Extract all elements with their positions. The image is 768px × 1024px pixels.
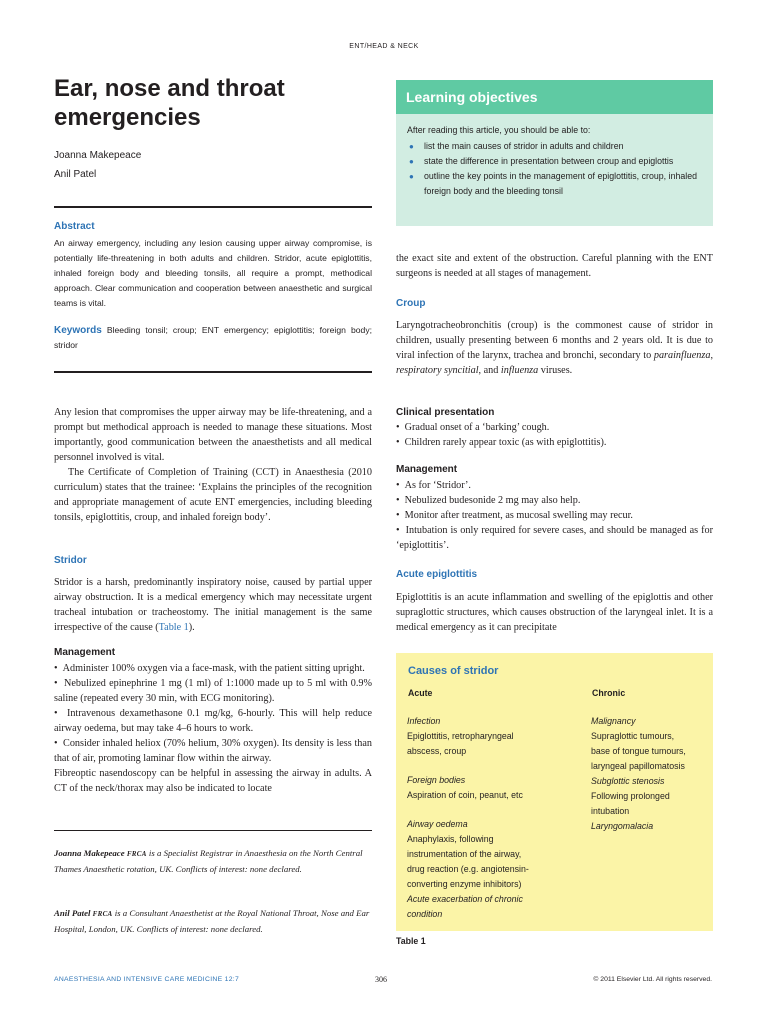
abstract-divider — [54, 371, 372, 373]
cause-detail: converting enzyme inhibitors) — [407, 879, 522, 889]
stridor-heading: Stridor — [54, 555, 87, 566]
croup-text-end: viruses. — [538, 365, 573, 376]
clinical-item: • Gradual onset of a ‘barking’ cough. — [396, 420, 713, 435]
footnote-author-degree: FRCA — [92, 910, 113, 918]
cause-detail: Anaphylaxis, following — [407, 834, 494, 844]
chronic-column — [591, 714, 711, 834]
clinical-item: • Children rarely appear toxic (as with epiglottitis). — [396, 435, 713, 450]
learning-objectives-list — [407, 139, 697, 199]
footnote-author-text: is a Consultant Anaesthetist at the Royal National Throat, Nose and Ear Hospital, London, UK. Conflicts of interest: none declared. — [54, 908, 370, 934]
cause-category: Foreign bodies — [407, 775, 466, 785]
intro-text — [54, 405, 372, 525]
continued-text: the exact site and extent of the obstruction. Careful planning with the ENT surgeons is needed at all stages of management. — [396, 253, 713, 279]
keywords-label: Keywords — [54, 325, 102, 336]
learning-objectives-title: Learning objectives — [406, 89, 538, 105]
learning-objectives-intro: After reading this article, you should be able to: — [407, 125, 591, 135]
cause-detail: Following prolonged — [591, 791, 670, 801]
chronic-column-header: Chronic — [592, 688, 626, 698]
cause-category: Acute exacerbation of chronic — [407, 894, 523, 904]
cause-category: Laryngomalacia — [591, 821, 654, 831]
management-item: • Intravenous dexamethasone 0.1 mg/kg, 6-hourly. This will help reduce airway oedema, but may take 4–6 hours to work. — [54, 706, 372, 736]
journal-citation: ANAESTHESIA AND INTENSIVE CARE MEDICINE 12:7 — [54, 976, 240, 983]
keywords-text: Bleeding tonsil; croup; ENT emergency; epiglottitis; foreign body; stridor — [54, 325, 373, 350]
acute-column-header: Acute — [408, 688, 433, 698]
croup-separator: , — [710, 350, 713, 361]
causes-table-title: Causes of stridor — [408, 665, 499, 677]
acute-column — [407, 714, 585, 922]
section-tag: ENT/HEAD & NECK — [349, 43, 419, 50]
stridor-paragraph — [54, 575, 372, 635]
author-name: Joanna Makepeace — [54, 150, 142, 161]
management-heading: Management — [54, 647, 116, 658]
management-item: • Nebulized epinephrine 1 mg (1 ml) of 1:1000 made up to 5 ml with 0.9% saline (repeated every 30 min, with ECG monitoring). — [54, 676, 372, 706]
epiglottitis-heading: Acute epiglottitis — [396, 569, 478, 580]
virus-name: respiratory syncitial — [396, 365, 479, 376]
author-name: Anil Patel — [54, 169, 97, 180]
page-number: 306 — [375, 975, 387, 984]
objective-item: ● state the difference in presentation between croup and epiglottis — [407, 154, 697, 169]
author-list — [54, 146, 141, 184]
footnote-author-degree: FRCA — [126, 850, 147, 858]
management-list — [54, 661, 372, 796]
abstract-heading: Abstract — [54, 221, 95, 232]
cause-detail: Aspiration of coin, peanut, etc — [407, 790, 523, 800]
cause-detail: base of tongue tumours, — [591, 746, 686, 756]
intro-paragraph-1: Any lesion that compromises the upper airway may be life-threatening, and a prompt but methodical approach is needed to manage these situations. Most importantly, good communication between the anaesthetists and all medical personnel involved is vital. — [54, 407, 372, 463]
virus-name: parainfluenza — [653, 350, 711, 361]
clinical-presentation-heading: Clinical presentation — [396, 407, 495, 418]
objective-item: ● list the main causes of stridor in adults and children — [407, 139, 697, 154]
table-caption: Table 1 — [396, 936, 426, 946]
croup-management-list — [396, 478, 713, 553]
copyright-notice: © 2011 Elsevier Ltd. All rights reserved. — [593, 976, 712, 983]
article-title — [54, 74, 354, 132]
abstract-text: An airway emergency, including any lesion causing upper airway compromise, is potentially life-threatening in both adults and children. Stridor, acute epiglottitis, inhaled foreign body and bleeding tonsils, all require a prompt, methodical approach. Clear communication and cooperation between anaesthetic and surgical teams is vital. — [54, 238, 372, 308]
stridor-text-end: ). — [188, 622, 195, 633]
croup-management-heading: Management — [396, 464, 458, 475]
stridor-text: Stridor is a harsh, predominantly inspiratory noise, caused by partial upper airway obstruction. It is a medical emergency which may necessitate urgent tracheal intubation or tracheostomy. The initial management is the same irrespective of the cause ( — [54, 577, 372, 633]
management-item: • Consider inhaled heliox (70% helium, 30% oxygen). Its density is less than that of air, promoting laminar flow within the airway. — [54, 736, 372, 766]
footnote-author-name: Joanna Makepeace — [54, 848, 125, 858]
croup-paragraph — [396, 318, 713, 378]
virus-name: influenza — [500, 365, 539, 376]
cause-category: Malignancy — [591, 716, 636, 726]
table-1-link[interactable]: Table 1 — [158, 622, 189, 633]
croup-heading: Croup — [396, 298, 426, 309]
cause-category: Airway oedema — [407, 819, 468, 829]
cause-category: Subglottic stenosis — [591, 776, 665, 786]
title-line-1: Ear, nose and throat — [54, 75, 285, 102]
title-line-2: emergencies — [54, 104, 201, 131]
croup-management-item: • Nebulized budesonide 2 mg may also help. — [396, 493, 713, 508]
cause-detail: abscess, croup — [407, 746, 467, 756]
author-2-footnote — [54, 906, 372, 937]
cause-detail: Epiglottitis, retropharyngeal — [407, 731, 514, 741]
croup-management-item: • As for ‘Stridor’. — [396, 478, 713, 493]
footnote-author-text: is a Specialist Registrar in Anaesthesia on the North Central Thames Anaesthetic rotation, UK. Conflicts of interest: none declared. — [54, 848, 363, 874]
epiglottitis-paragraph: Epiglottitis is an acute inflammation and swelling of the epiglottis and other supraglottic structures, which causes obstruction of the laryngeal inlet. It is a medical emergency as it can precipitate — [396, 592, 713, 633]
cause-detail: intubation — [591, 806, 630, 816]
author-1-footnote — [54, 846, 372, 877]
title-divider — [54, 206, 372, 208]
croup-separator: , and — [478, 365, 501, 376]
cause-category: Infection — [407, 716, 441, 726]
cause-detail: instrumentation of the airway, — [407, 849, 522, 859]
cause-detail: drug reaction (e.g. angiotensin- — [407, 864, 529, 874]
keywords — [54, 323, 372, 353]
management-item: • Administer 100% oxygen via a face-mask, with the patient sitting upright. — [54, 661, 372, 676]
cause-category: condition — [407, 909, 443, 919]
clinical-presentation-list — [396, 420, 713, 450]
croup-management-item: • Intubation is only required for severe cases, and should be managed as for ‘epiglottitis’. — [396, 523, 713, 553]
footnote-divider — [54, 830, 372, 831]
footnote-author-name: Anil Patel — [54, 908, 91, 918]
croup-management-item: • Monitor after treatment, as mucosal swelling may recur. — [396, 508, 713, 523]
croup-text: Laryngotracheobronchitis (croup) is the commonest cause of stridor in children, usually presenting between 6 months and 2 years old. It is due to viral infection of the larynx, trachea and bronchi, secondary to — [396, 320, 713, 361]
cause-detail: Supraglottic tumours, — [591, 731, 675, 741]
objective-item: ● outline the key points in the management of epiglottitis, croup, inhaled foreign body and the bleeding tonsil — [407, 169, 697, 199]
cause-detail: laryngeal papillomatosis — [591, 761, 685, 771]
management-tail: Fibreoptic nasendoscopy can be helpful in assessing the airway in adults. A CT of the neck/thorax may also be indicated to locate — [54, 768, 372, 794]
intro-paragraph-2: The Certificate of Completion of Training (CCT) in Anaesthesia (2010 curriculum) states that the trainee: ‘Explains the principles of the recognition and appropriate management of acute ENT emergencies, including bleeding tonsils, epiglottitis, croup, and inhaled foreign body’. — [54, 467, 372, 523]
